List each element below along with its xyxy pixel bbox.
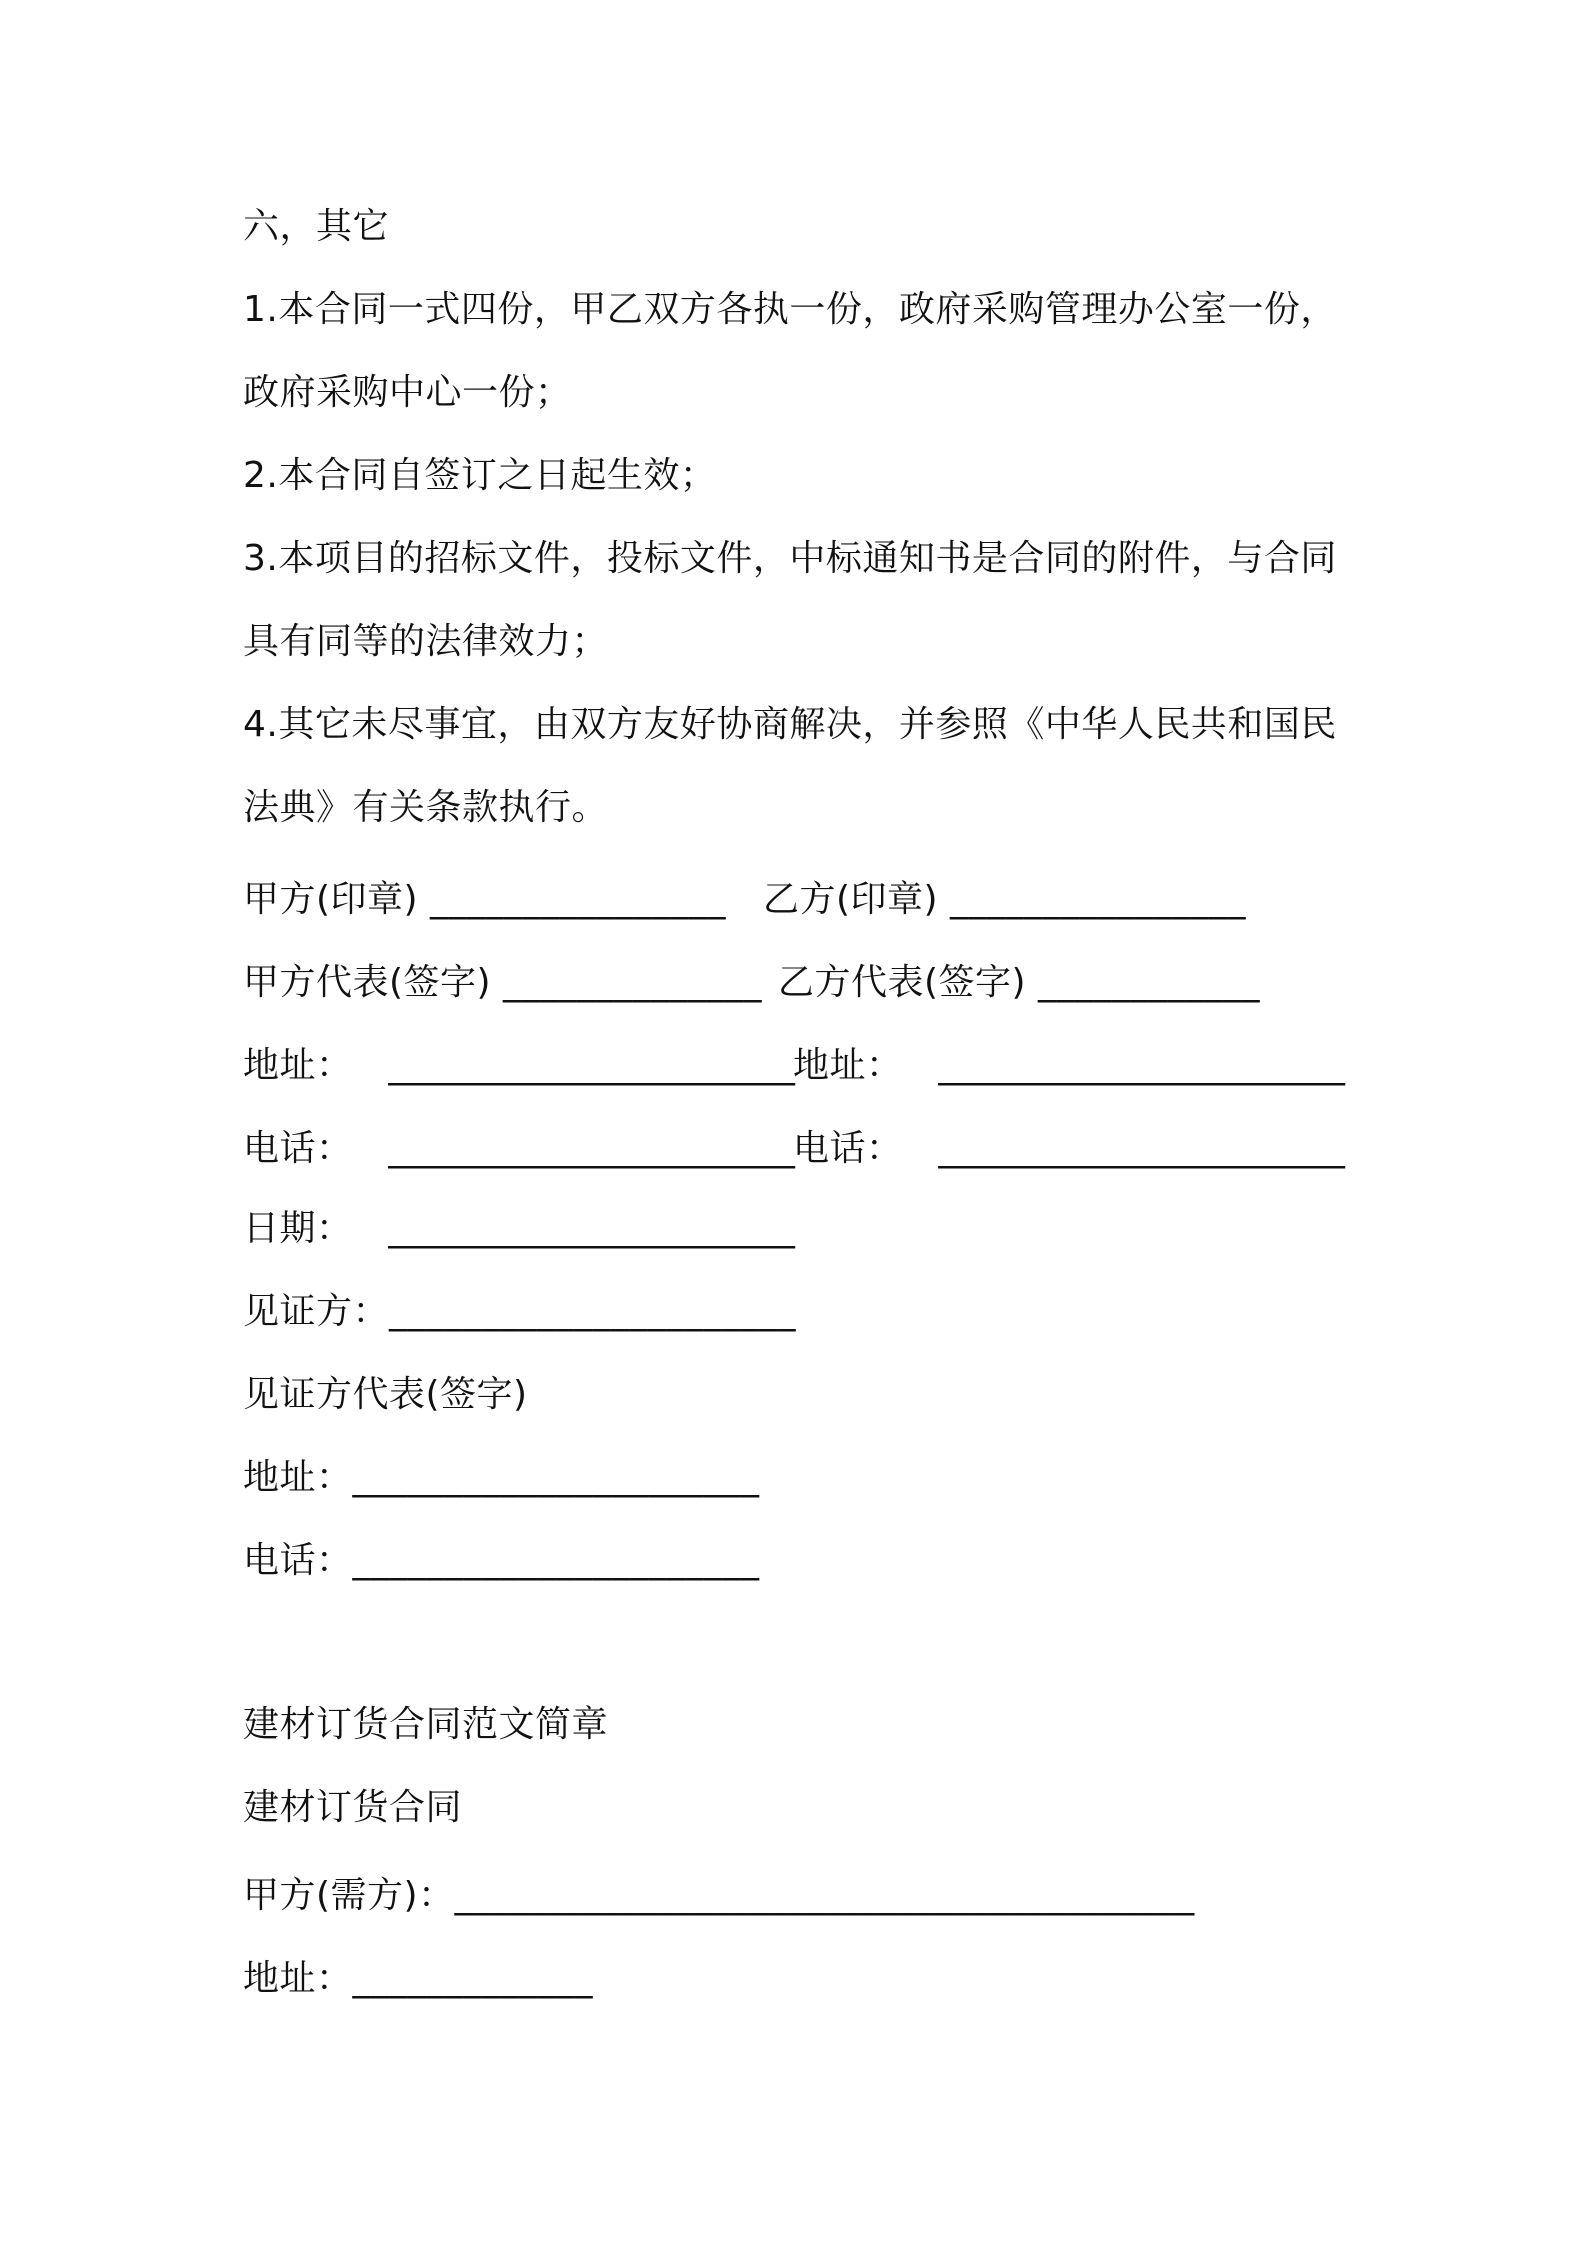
party-a-address-field: 地址： ______________________ [243,1045,796,1086]
date-field: 日期： ______________________ [243,1208,796,1249]
party-a-representative-field: 甲方代表(签字) ______________ [243,962,763,1003]
second-contract-title: 建材订货合同范文简章 [243,1704,609,1745]
clause-3-line-1: 3.本项目的招标文件，投标文件，中标通知书是合同的附件，与合同 [243,538,1337,579]
clause-4-line-2: 法典》有关条款执行。 [243,787,609,828]
clause-1-line-2: 政府采购中心一份； [243,372,572,413]
second-contract-subtitle: 建材订货合同 [243,1787,463,1828]
second-contract-address-field: 地址：_____________ [243,1958,594,1999]
section-heading: 六，其它 [243,206,390,247]
party-b-address-field: 地址： ______________________ [793,1045,1346,1086]
party-b-phone-field: 电话： ______________________ [793,1128,1346,1169]
witness-field: 见证方：______________________ [243,1291,797,1332]
witness-address-field: 地址：______________________ [243,1457,760,1498]
clause-1-line-1: 1.本合同一式四份，甲乙双方各执一份，政府采购管理办公室一份， [243,289,1337,330]
second-contract-party-a-field: 甲方(需方)：________________________________________ [243,1875,1195,1916]
witness-representative-label: 见证方代表(签字) [243,1374,528,1415]
clause-4-line-1: 4.其它未尽事宜，由双方友好协商解决，并参照《中华人民共和国民 [243,704,1337,745]
party-a-phone-field: 电话： ______________________ [243,1128,796,1169]
clause-2: 2.本合同自签订之日起生效； [243,455,717,496]
clause-3-line-2: 具有同等的法律效力； [243,621,609,662]
party-b-representative-field: 乙方代表(签字) ____________ [778,962,1261,1003]
witness-phone-field: 电话：______________________ [243,1540,760,1581]
party-a-seal-field: 甲方(印章) ________________ [243,879,727,920]
party-b-seal-field: 乙方(印章) ________________ [763,879,1247,920]
